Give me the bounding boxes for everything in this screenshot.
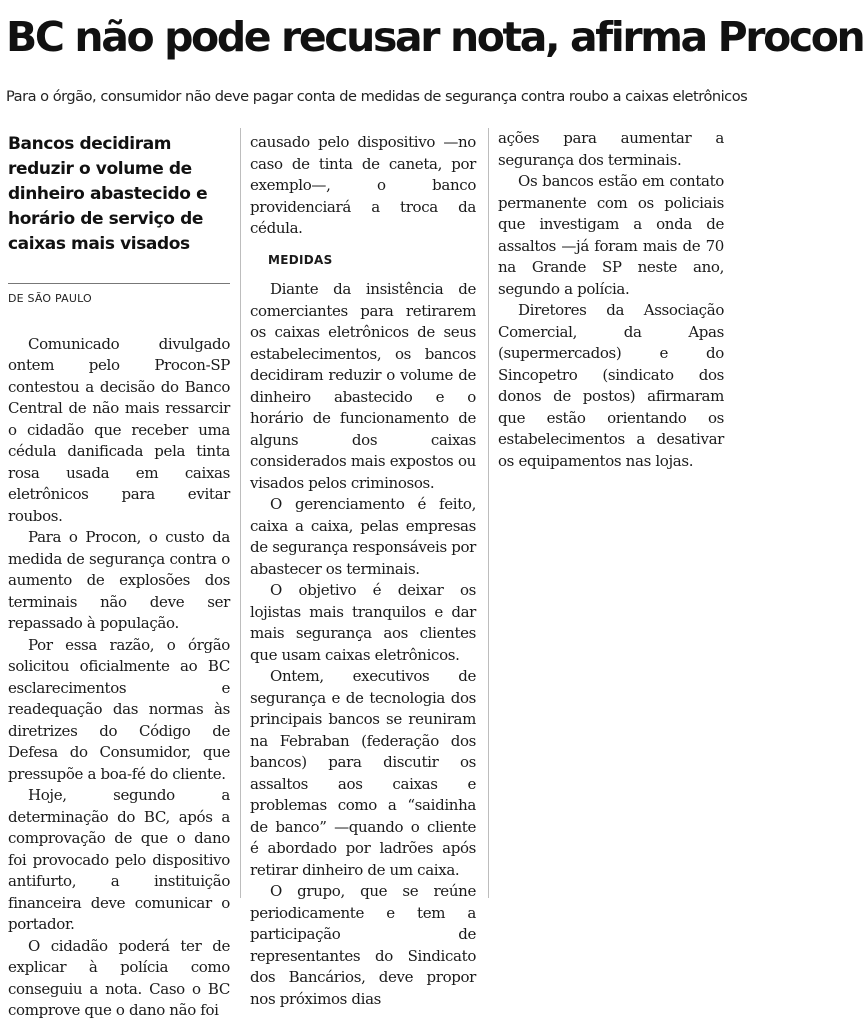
- continued-paragraph: causado pelo dispositivo —no caso de tinta de caneta, por exemplo—, o banco providenciará a troca da cédula.: [250, 133, 476, 237]
- subheadline: Para o órgão, consumidor não deve pagar conta de medidas de segurança contra roubo a caixas eletrônicos: [6, 88, 748, 105]
- paragraph: Diretores da Associação Comercial, da Apas (supermercados) e do Sincopetro (sindicato dos donos de postos) afirmaram que estão orientando os estabelecimentos a desativar os equipamentos nas lojas.: [498, 301, 724, 470]
- paragraph: O grupo, que se reúne periodicamente e tem a participação de representantes do Sindicato dos Bancários, deve propor nos próximos dias: [250, 882, 476, 1008]
- paragraph: O gerenciamento é feito, caixa a caixa, pelas empresas de segurança responsáveis por abastecer os terminais.: [250, 495, 476, 578]
- continued-paragraph: ações para aumentar a segurança dos terminais.: [498, 129, 724, 169]
- headline: BC não pode recusar nota, afirma Procon: [6, 13, 863, 61]
- section-subtitle: MEDIDAS: [268, 252, 333, 267]
- paragraph: Diante da insistência de comerciantes para retirarem os caixas eletrônicos de seus estabelecimentos, os bancos decidiram reduzir o volume de dinheiro abastecido e o horário de funcionamento de alguns dos caixas considerados mais expostos ou visados pelos criminosos.: [250, 280, 476, 492]
- paragraph: Para o Procon, o custo da medida de segurança contra o aumento de explosões dos terminais não deve ser repassado à população.: [8, 528, 230, 632]
- paragraph: Os bancos estão em contato permanente com os policiais que investigam a onda de assaltos —já foram mais de 70 na Grande SP neste ano, segundo a polícia.: [498, 172, 724, 298]
- paragraph: O cidadão poderá ter de explicar à polícia como conseguiu a nota. Caso o BC comprove que o dano não foi: [8, 936, 230, 1019]
- paragraph: Hoje, segundo a determinação do BC, após a comprovação de que o dano foi provocado pelo dispositivo antifurto, a instituição financeira deve comunicar o portador.: [8, 786, 230, 933]
- paragraph: O objetivo é deixar os lojistas mais tranquilos e dar mais segurança aos clientes que usam caixas eletrônicos.: [250, 581, 476, 664]
- article-column-2: [250, 132, 476, 1010]
- paragraph: Por essa razão, o órgão solicitou oficialmente ao BC esclarecimentos e readequação das normas às diretrizes do Código de Defesa do Consumidor, que pressupõe a boa-fé do cliente.: [8, 635, 230, 783]
- paragraph: Comunicado divulgado ontem pelo Procon-SP contestou a decisão do Banco Central de não mais ressarcir o cidadão que receber uma cédula danificada pela tinta rosa usada em caixas eletrônicos para evitar roubos.: [8, 334, 230, 525]
- article-column-3: [498, 128, 724, 472]
- column-divider: [240, 128, 241, 898]
- article-column-1: [8, 128, 230, 1022]
- deck: Bancos decidiram reduzir o volume de dinheiro abastecido e horário de serviço de caixas mais visados: [8, 134, 208, 254]
- paragraph: Ontem, executivos de segurança e de tecnologia dos principais bancos se reuniram na Febraban (federação dos bancos) para discutir os assaltos aos caixas e problemas como a “saidinha de banco” —quando o cliente é abordado por ladrões após retirar dinheiro de um caixa.: [250, 667, 476, 879]
- byline: DE SÃO PAULO: [8, 283, 230, 310]
- column-divider: [488, 128, 489, 898]
